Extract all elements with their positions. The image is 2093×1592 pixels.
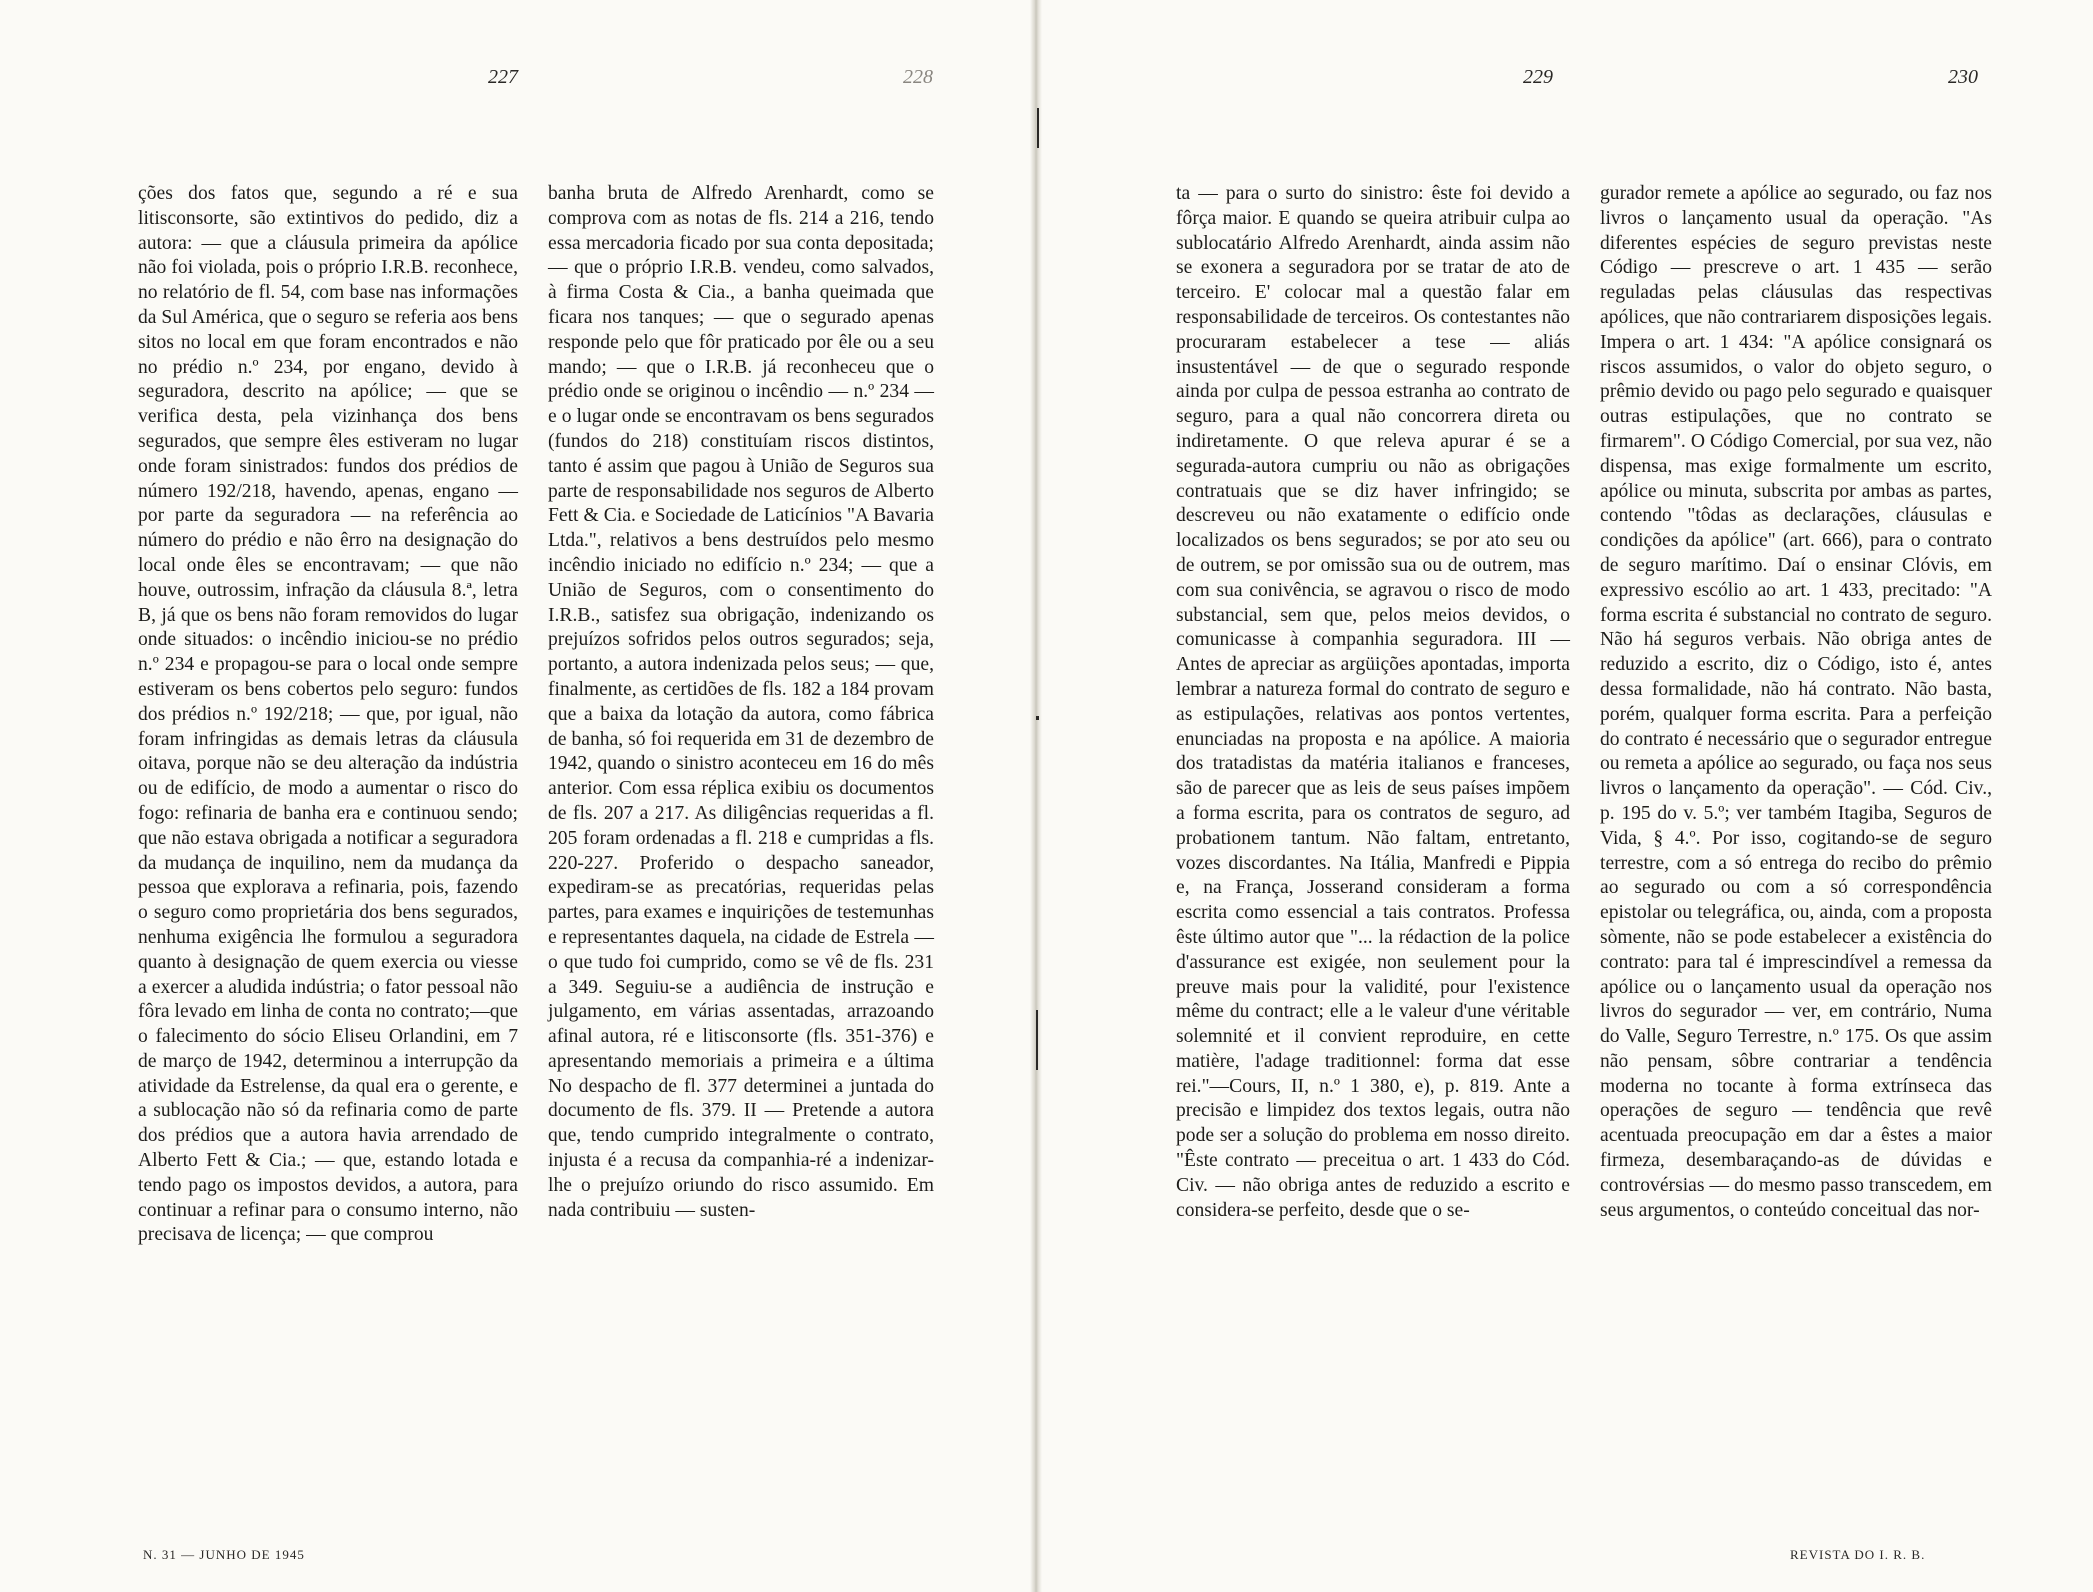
margin-mark <box>1036 1010 1038 1070</box>
column-text: ções dos fatos que, segundo a ré e sua litisconsorte, são extintivos do pedido, diz a autora: — que a cláusula primeira da apólice não foi violada, pois o próprio I.R.B. reconhece, no relatório de fl. 54, com base nas informações da Sul América, que o seguro se referia aos bens sitos no local em que foram encontrados e não no prédio n.º 234, por engano, devido à seguradora, descrito na apólice; — que se verifica desta, pela vizinhança dos bens segurados, que sempre êles estiveram no lugar onde foram sinistrados: fundos dos prédios de número 192/218, havendo, apenas, engano — por parte da seguradora — na referência ao número do prédio e não êrro na designação do local onde êles se encontravam; — que não houve, outrossim, infração da cláusula 8.ª, letra B, já que os bens não foram removidos do lugar onde situados: o incêndio iniciou-se no prédio n.º 234 e propagou-se para o local onde sempre estiveram os bens cobertos pelo seguro: fundos dos prédios n.º 192/218; — que, por igual, não foram infringidas as demais letras da cláusula oitava, porque não se deu alteração da indústria ou de edifício, de modo a aumentar o risco do fogo: refinaria de banha era e continuou sendo; que não estava obrigada a notificar a seguradora da mudança de inquilino, nem da mudança da pessoa que explorava a refinaria, pois, fazendo o seguro como proprietária dos bens segurados, nenhuma exigência lhe formulou a seguradora quanto à designação de quem exercia ou viesse a exercer a aludida indústria; o fator pessoal não fôra levado em linha de conta no contrato;—que o falecimento do sócio Eliseu Orlandini, em 7 de março de 1942, determinou a interrupção da atividade da Estrelense, da qual era o gerente, e a sublocação não só da refinaria como de parte dos prédios que a autora havia arrendado de Alberto Fett & Cia.; — que, estando lotada e tendo pago os impostos devidos, a autora, para continuar a refinar para o consumo interno, não precisava de licença; — que comprou <box>138 183 518 1246</box>
column-text: banha bruta de Alfredo Arenhardt, como se comprova com as notas de fls. 214 a 216, tendo essa mercadoria ficado por sua conta depositada; — que o próprio I.R.B. vendeu, como salvados, à firma Costa & Cia., a banha queimada que ficara nos tanques; — que o segurado apenas responde pelo que fôr praticado por êle ou a seu mando; — que o I.R.B. já reconheceu que o prédio onde se originou o incêndio — n.º 234 — e o lugar onde se encontravam os bens segurados (fundos do 218) constituíam riscos distintos, tanto é assim que pagou à União de Seguros sua parte de responsabilidade nos seguros de Alberto Fett & Cia. e Sociedade de Laticínios "A Bavaria Ltda.", relativos a bens destruídos pelo mesmo incêndio iniciado no edifício n.º 234; — que a União de Seguros, com o consentimento do I.R.B., satisfez sua obrigação, indenizando os prejuízos sofridos pelos outros segurados; seja, portanto, a autora indenizada pelos seus; — que, finalmente, as certidões de fls. 182 a 184 provam que a baixa da lotação da autora, como fábrica de banha, só foi requerida em 31 de dezembro de 1942, quando o sinistro aconteceu em 16 do mês anterior. Com essa réplica exibiu os documentos de fls. 207 a 217. As diligências requeridas a fl. 205 foram ordenadas a fl. 218 e cumpridas a fls. 220-227. Proferido o despacho saneador, expediram-se as precatórias, requeridas pelas partes, para exames e inquirições de testemunhas e representantes daquela, na cidade de Estrela — o que tudo foi cumprido, como se vê de fls. 231 a 349. Seguiu-se a audiência de instrução e julgamento, em várias assentadas, arrazoando afinal autora, ré e litisconsorte (fls. 351-376) e apresentando memoriais a primeira e a última No despacho de fl. 377 determinei a juntada do documento de fls. 379. II — Pretende a autora que, tendo cumprido integralmente o contrato, injusta é a recusa da companhia-ré a indenizar-lhe o prejuízo oriundo do risco assumido. Em nada contribuiu — susten- <box>548 183 934 1221</box>
footer-journal: REVISTA DO I. R. B. <box>1790 1547 1926 1562</box>
page-number-228: 228 <box>903 66 933 88</box>
column-text: ta — para o surto do sinistro: êste foi devido a fôrça maior. E quando se queira atribuir culpa ao sublocatário Alfredo Arenhardt, ainda assim não se exonera a seguradora por se tratar de ato de terceiro. E' colocar mal a questão falar em responsabilidade de terceiros. Os contestantes não procuraram estabelecer a tese — aliás insustentável — de que o segurado responde ainda por culpa de pessoa estranha ao contrato de seguro, para a qual não concorrera direta ou indiretamente. O que releva apurar é se a segurada-autora cumpriu ou não as obrigações contratuais que se diz haver infringido; se descreveu ou não exatamente o edifício onde localizados os bens segurados; se por ato seu ou de outrem, se por omissão sua ou de outrem, mas com sua conivência, se agravou o risco de modo substancial, sem que, pelos meios devidos, o comunicasse à companhia seguradora. III — Antes de apreciar as argüições apontadas, importa lembrar a natureza formal do contrato de seguro e as estipulações, relativas aos pontos vertentes, enunciadas na proposta e na apólice. A maioria dos tratadistas da matéria italianos e franceses, são de parecer que as leis de seus países impõem a forma escrita, para os contratos de seguro, ad probationem tantum. Não faltam, entretanto, vozes discordantes. Na Itália, Manfredi e Pippia e, na França, Josserand consideram a forma escrita como essencial a tais contratos. Professa êste último autor que "... la rédaction de la police d'assurance est exigée, non seulement pour la preuve mais pour la validité, pour l'existence même du contract; elle a le valeur d'une véritable solemnité et il convient reproduire, en cette matière, l'adage traditionnel: forma dat esse rei."—Cours, II, n.º 1 380, e), p. 819. Ante a precisão e limpidez dos textos legais, outra não pode ser a solução do problema em nosso direito. "Êste contrato — preceitua o art. 1 433 do Cód. Civ. — não obriga antes de reduzido a escrito e considera-se perfeito, desde que o se- <box>1176 183 1570 1221</box>
text-column-2 <box>548 182 934 1223</box>
text-column-4 <box>1600 182 1992 1223</box>
text-column-1 <box>138 182 518 1248</box>
book-spine <box>1030 0 1042 1592</box>
margin-mark <box>1036 716 1039 720</box>
page-number-230: 230 <box>1948 66 1978 88</box>
column-text: gurador remete a apólice ao segurado, ou faz nos livros o lançamento usual da operação. "As diferentes espécies de seguro previstas neste Código — prescreve o art. 1 435 — serão reguladas pelas cláusulas das respectivas apólices, que não contrariarem disposições legais. Impera o art. 1 434: "A apólice consignará os riscos assumidos, o valor do objeto seguro, o prêmio devido ou pago pelo segurado e quaisquer outras estipulações, que no contrato se firmarem". O Código Comercial, por sua vez, não dispensa, mas exige formalmente um escrito, apólice ou minuta, subscrita por ambas as partes, contendo "tôdas as declarações, cláusulas e condições da apólice" (art. 666), para o contrato de seguro marítimo. Daí o ensinar Clóvis, em expressivo escólio ao art. 1 433, precitado: "A forma escrita é substancial no contrato de seguro. Não há seguros verbais. Não obriga antes de reduzido a escrito, diz o Código, isto é, antes dessa formalidade, não há contrato. Não basta, porém, qualquer forma escrita. Para a perfeição do contrato é necessário que o segurador entregue ou remeta a apólice ao segurado, ou faça nos seus livros o lançamento da operação". — Cód. Civ., p. 195 do v. 5.º; ver também Itagiba, Seguros de Vida, § 4.º. Por isso, cogitando-se de seguro terrestre, com a só entrega do recibo do prêmio ao segurado ou com a só correspondência epistolar ou telegráfica, ou, ainda, com a proposta sòmente, não se pode estabelecer a existência do contrato: para tal é imprescindível a remessa da apólice ou o lançamento usual da operação nos livros do segurador — ver, em contrário, Numa do Valle, Seguro Terrestre, n.º 175. Os que assim não pensam, sôbre contrariar a tendência moderna no tocante à forma extrínseca das operações de seguro — tendência que revê acentuada preocupação em dar a êstes a maior firmeza, desembaraçando-as de dúvidas e controvérsias — do mesmo passo transcedem, em seus argumentos, o conteúdo conceitual das nor- <box>1600 183 1992 1221</box>
footer-issue: N. 31 — JUNHO DE 1945 <box>143 1547 305 1562</box>
page-number-229: 229 <box>1523 66 1553 88</box>
margin-mark <box>1037 108 1039 148</box>
text-column-3 <box>1176 182 1570 1223</box>
page-number-227: 227 <box>488 66 518 88</box>
